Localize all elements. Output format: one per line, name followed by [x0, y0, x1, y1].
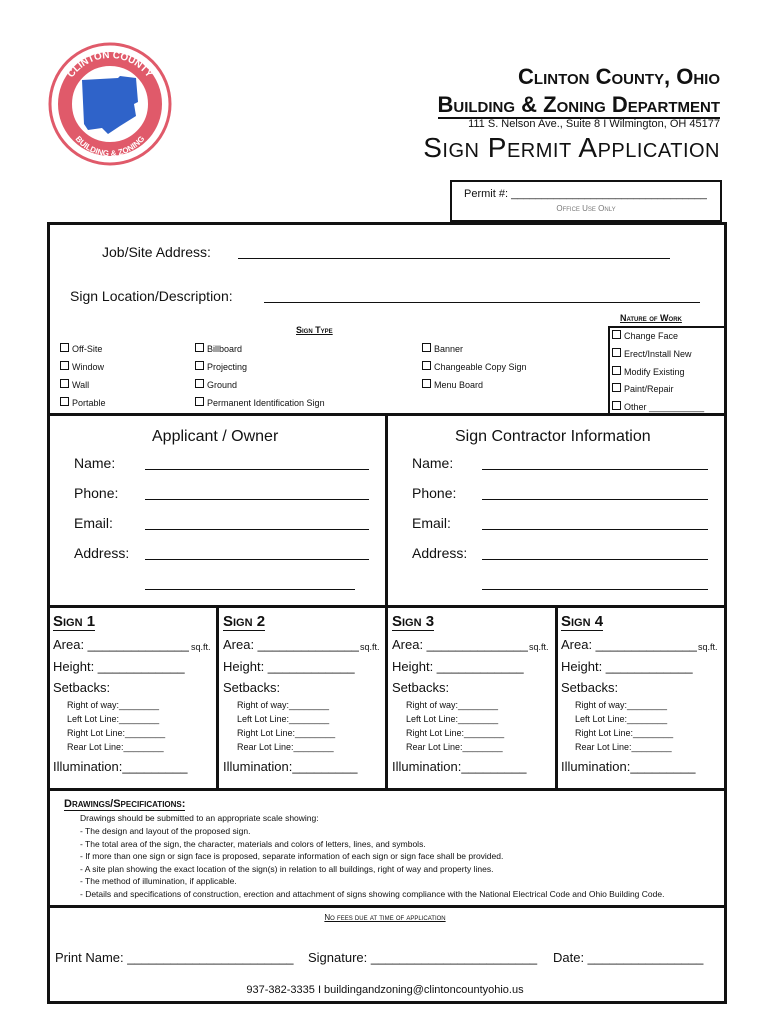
applicant-email-field[interactable] [145, 529, 369, 530]
sign-4-sqft-unit: sq.ft. [698, 642, 718, 652]
applicant-address-field[interactable] [145, 559, 369, 560]
department-address: 111 S. Nelson Ave., Suite 8 I Wilmington, OH 45177 [468, 118, 720, 130]
checkbox-banner[interactable]: Banner [422, 343, 463, 354]
applicant-name-label: Name: [74, 455, 116, 471]
drawings-item: - The total area of the sign, the character, materials and colors of letters, lines, and symbols. [80, 839, 426, 849]
sign-4-height-field[interactable]: Height: ____________ [561, 659, 693, 674]
logo-text-top: CLINTON COUNTY [65, 49, 155, 80]
drawings-item: - A site plan showing the exact location of the sign(s) in relation to all buildings, right of way and property lines. [80, 864, 494, 874]
sign-1-height-field[interactable]: Height: ____________ [53, 659, 185, 674]
sign-1-right-of-way-field[interactable]: Right of way:________ [67, 700, 160, 710]
sign-location-field[interactable] [264, 302, 700, 303]
checkbox-modify-existing[interactable]: Modify Existing [612, 366, 685, 377]
county-logo [48, 42, 172, 166]
drawings-item: - Details and specifications of construction, erection and attachment of signs showing compliance with the National Electrical Code and Ohio Building Code. [80, 889, 665, 899]
sign-2-right-lot-line-field[interactable]: Right Lot Line:________ [237, 728, 336, 738]
checkbox-changeable-copy[interactable]: Changeable Copy Sign [422, 361, 527, 372]
contractor-phone-field[interactable] [482, 499, 708, 500]
divider [385, 413, 388, 607]
checkbox-paint-repair[interactable]: Paint/Repair [612, 383, 674, 394]
sign-1-sqft-unit: sq.ft. [191, 642, 211, 652]
contractor-name-field[interactable] [482, 469, 708, 470]
checkbox-menu-board[interactable]: Menu Board [422, 379, 483, 390]
divider [47, 905, 727, 908]
checkbox-other[interactable]: Other ___________ [612, 401, 704, 412]
drawings-intro: Drawings should be submitted to an appropriate scale showing: [80, 813, 319, 823]
sign-1-title: Sign 1 [53, 613, 96, 630]
contractor-name-label: Name: [412, 455, 454, 471]
department-name: Building & Zoning Department [437, 92, 720, 117]
contractor-phone-label: Phone: [412, 485, 457, 501]
logo-text-bottom: BUILDING & ZONING [73, 134, 147, 159]
sign-3-right-lot-line-field[interactable]: Right Lot Line:________ [406, 728, 505, 738]
drawings-heading: Drawings/Specifications: [64, 798, 186, 810]
form-title: Sign Permit Application [423, 132, 720, 163]
office-use-label: Office Use Only [556, 204, 616, 213]
contractor-heading: Sign Contractor Information [455, 428, 651, 445]
sign-location-label: Sign Location/Description: [70, 288, 233, 304]
sign-3-setbacks-label: Setbacks: [392, 680, 450, 695]
sign-4-rear-lot-line-field[interactable]: Rear Lot Line:________ [575, 742, 672, 752]
sign-2-setbacks-label: Setbacks: [223, 680, 281, 695]
checkbox-change-face[interactable]: Change Face [612, 330, 678, 341]
permit-number-field[interactable]: Permit #: ________________________________ [464, 188, 707, 200]
checkbox-window[interactable]: Window [60, 361, 104, 372]
contractor-address-label: Address: [412, 545, 468, 561]
sign-3-right-of-way-field[interactable]: Right of way:________ [406, 700, 499, 710]
drawings-item: - The method of illumination, if applicable. [80, 876, 237, 886]
checkbox-billboard[interactable]: Billboard [195, 343, 242, 354]
sign-1-rear-lot-line-field[interactable]: Rear Lot Line:________ [67, 742, 164, 752]
sign-3-title: Sign 3 [392, 613, 435, 630]
sign-2-height-field[interactable]: Height: ____________ [223, 659, 355, 674]
applicant-phone-label: Phone: [74, 485, 119, 501]
drawings-item: - The design and layout of the proposed sign. [80, 826, 251, 836]
sign-3-sqft-unit: sq.ft. [529, 642, 549, 652]
sign-2-title: Sign 2 [223, 613, 266, 630]
sign-4-setbacks-label: Setbacks: [561, 680, 619, 695]
sign-3-height-field[interactable]: Height: ____________ [392, 659, 524, 674]
drawings-item: - If more than one sign or sign face is proposed, separate information of each sign or sign face shall be provided. [80, 851, 504, 861]
contractor-address-field[interactable] [482, 559, 708, 560]
sign-4-area-field[interactable]: Area: ______________ [561, 637, 697, 652]
print-name-field[interactable]: Print Name: _______________________ [55, 950, 294, 965]
sign-1-right-lot-line-field[interactable]: Right Lot Line:________ [67, 728, 166, 738]
sign-2-rear-lot-line-field[interactable]: Rear Lot Line:________ [237, 742, 334, 752]
permit-box [450, 180, 722, 222]
nature-of-work-heading: Nature of Work [620, 313, 682, 323]
sign-3-rear-lot-line-field[interactable]: Rear Lot Line:________ [406, 742, 503, 752]
sign-2-area-field[interactable]: Area: ______________ [223, 637, 359, 652]
sign-3-left-lot-line-field[interactable]: Left Lot Line:________ [406, 714, 499, 724]
sign-3-area-field[interactable]: Area: ______________ [392, 637, 528, 652]
applicant-address-field-2[interactable] [145, 589, 355, 590]
sign-4-right-of-way-field[interactable]: Right of way:________ [575, 700, 668, 710]
checkbox-portable[interactable]: Portable [60, 397, 106, 408]
checkbox-ground[interactable]: Ground [195, 379, 237, 390]
sign-2-left-lot-line-field[interactable]: Left Lot Line:________ [237, 714, 330, 724]
checkbox-erect-install[interactable]: Erect/Install New [612, 348, 692, 359]
date-field[interactable]: Date: ________________ [553, 950, 704, 965]
signature-field[interactable]: Signature: _______________________ [308, 950, 538, 965]
applicant-phone-field[interactable] [145, 499, 369, 500]
job-site-label: Job/Site Address: [102, 244, 211, 260]
checkbox-permanent-identification[interactable]: Permanent Identification Sign [195, 397, 325, 408]
checkbox-off-site[interactable]: Off-Site [60, 343, 102, 354]
contractor-email-field[interactable] [482, 529, 708, 530]
job-site-field[interactable] [238, 258, 670, 259]
divider [555, 605, 558, 790]
sign-2-illumination-field[interactable]: Illumination:_________ [223, 759, 358, 774]
contractor-address-field-2[interactable] [482, 589, 708, 590]
divider [47, 788, 727, 791]
sign-1-left-lot-line-field[interactable]: Left Lot Line:________ [67, 714, 160, 724]
sign-1-area-field[interactable]: Area: ______________ [53, 637, 189, 652]
sign-2-right-of-way-field[interactable]: Right of way:________ [237, 700, 330, 710]
footer-contact: 937-382-3335 I buildingandzoning@clintoncountyohio.us [246, 984, 524, 996]
sign-1-setbacks-label: Setbacks: [53, 680, 111, 695]
divider [216, 605, 219, 790]
sign-4-title: Sign 4 [561, 613, 604, 630]
county-name: Clinton County, Ohio [518, 64, 720, 89]
applicant-name-field[interactable] [145, 469, 369, 470]
checkbox-wall[interactable]: Wall [60, 379, 89, 390]
applicant-heading: Applicant / Owner [152, 428, 279, 445]
checkbox-projecting[interactable]: Projecting [195, 361, 247, 372]
contractor-email-label: Email: [412, 515, 451, 531]
sign-4-left-lot-line-field[interactable]: Left Lot Line:________ [575, 714, 668, 724]
sign-4-right-lot-line-field[interactable]: Right Lot Line:________ [575, 728, 674, 738]
sign-type-heading: Sign Type [296, 325, 333, 335]
divider [385, 605, 388, 790]
applicant-email-label: Email: [74, 515, 113, 531]
sign-4-illumination-field[interactable]: Illumination:_________ [561, 759, 696, 774]
no-fees-note: No fees due at time of application [324, 913, 446, 922]
sign-2-sqft-unit: sq.ft. [360, 642, 380, 652]
sign-3-illumination-field[interactable]: Illumination:_________ [392, 759, 527, 774]
applicant-address-label: Address: [74, 545, 130, 561]
sign-1-illumination-field[interactable]: Illumination:_________ [53, 759, 188, 774]
